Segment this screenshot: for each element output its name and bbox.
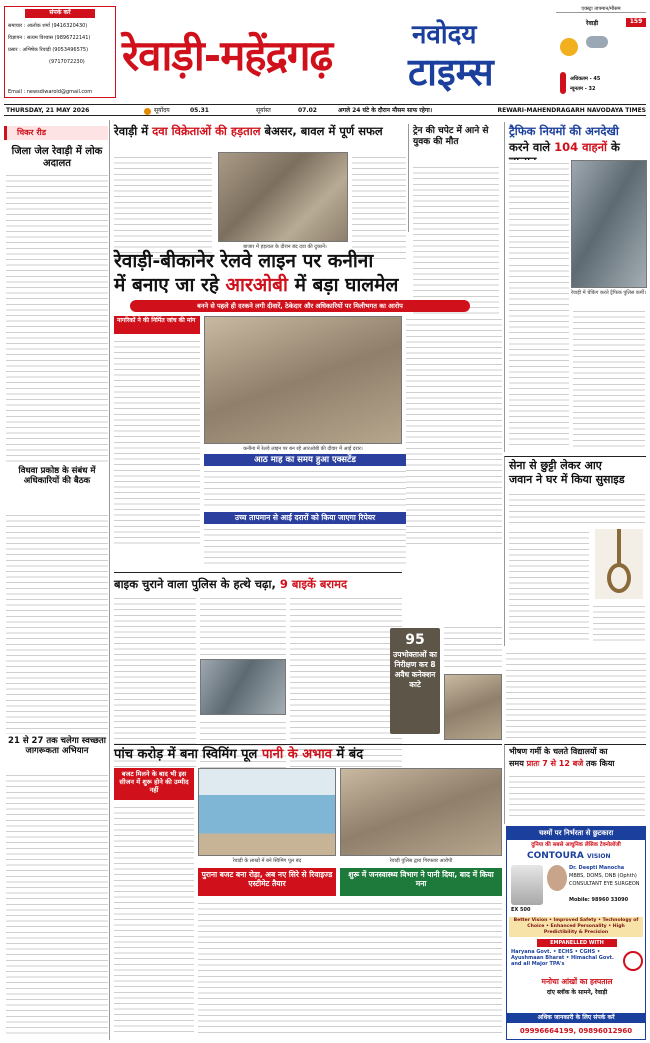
text-block xyxy=(204,526,406,566)
weather-max: अधिकतम - 45 xyxy=(570,76,601,82)
text-block xyxy=(6,512,108,734)
headline-kicker: रेवाड़ी में xyxy=(114,124,149,138)
story-bike xyxy=(114,572,402,772)
brand-name: CONTOURA xyxy=(527,851,584,861)
rob-side-label: नागरिकों ने की निर्मित जांच की मांग xyxy=(114,316,200,334)
text-block xyxy=(509,160,569,260)
sunset-time: 07.02 xyxy=(298,107,317,114)
headline-drug-strike xyxy=(114,124,406,138)
thermometer-icon xyxy=(560,72,566,94)
weather-tagline: अगले 24 घंटे के दौरान मौसम साफ रहेगा। xyxy=(338,107,433,114)
sunrise-label: सूर्योदय xyxy=(154,107,170,114)
headline-train: ट्रेन की चपेट में आने से युवक की मौत xyxy=(413,126,489,147)
headline-rob-1: रेवाड़ी-बीकानेर रेलवे लाइन पर कनीना xyxy=(114,250,374,272)
photo-caption: बाजार में हड़ताल के दौरान बंद दवा की दुकानें। xyxy=(243,244,327,250)
headline-bike xyxy=(114,577,404,591)
doctor-photo xyxy=(547,865,567,891)
text-block xyxy=(509,491,645,527)
contact-line: प्रसार : अभिषेक रिवाड़ी (9053496575) xyxy=(8,47,89,53)
dateline xyxy=(4,104,646,116)
pool-red-box: बजट मिलने के बाद भी इस सीजन में शुरू होने की उम्मीद नहीं xyxy=(114,768,194,800)
headline-jail: जिला जेल रेवाड़ी में लोक अदालत xyxy=(11,146,103,169)
laser-machine-icon xyxy=(511,865,543,905)
text-block xyxy=(114,804,194,1036)
photo-caption: रेवाड़ी में चेकिंग करते ट्रैफिक पुलिस कर्मी। xyxy=(571,290,646,296)
rob-photo xyxy=(204,316,402,444)
logo-times: टाइम्स xyxy=(408,50,494,94)
text-block xyxy=(204,468,406,508)
text-block xyxy=(509,773,645,821)
contact-line: समाचार : आलोक शर्मा (9416320430) xyxy=(8,23,88,29)
headline-part: में बंद xyxy=(336,747,364,762)
headline-part: समय xyxy=(509,759,524,768)
section-label: चिकर रीड xyxy=(4,126,108,140)
edition-date: THURSDAY, 21 MAY 2026 xyxy=(6,107,90,114)
headline-swachhta: 21 से 27 तक चलेगा स्वच्छता जागरूकता अभियान xyxy=(8,736,106,756)
text-block xyxy=(444,624,502,672)
headline-highlight: 104 वाहनों xyxy=(554,140,607,154)
eye-hospital-ad xyxy=(506,826,646,1040)
headline-rest: बेअसर, बावल में पूर्ण सफल xyxy=(264,124,383,138)
story-drug-strike xyxy=(114,124,404,244)
sunrise-icon xyxy=(144,108,151,115)
headline-rob-2 xyxy=(114,274,504,296)
bikes-photo xyxy=(200,659,286,715)
ad-contact-strip: अधिक जानकारी के लिए संपर्क करें xyxy=(507,1013,645,1023)
sunset-label: सूर्यास्त xyxy=(256,107,271,114)
ad-headline: चश्मों पर निर्भरता से छुटकारा xyxy=(507,827,645,840)
edition-name: REWARI-MAHENDRAGARH NAVODAYA TIMES xyxy=(497,107,646,114)
photo-caption: रेवाड़ी के लाखों में बने स्विमिंग पूल बंद xyxy=(232,858,302,864)
masthead xyxy=(4,6,646,102)
text-block xyxy=(509,529,589,643)
left-column xyxy=(4,120,110,1040)
headline-highlight: 9 बाइकें बरामद xyxy=(279,577,348,591)
noose-icon xyxy=(595,529,643,599)
text-block xyxy=(6,772,108,1034)
text-block xyxy=(406,316,502,546)
empanel-title: EMPANELLED WITH xyxy=(537,939,617,947)
hospital-name: मनोचा आंखों का हस्पताल xyxy=(541,977,613,986)
story-traffic xyxy=(504,122,646,452)
story-train xyxy=(408,124,500,232)
story-pool-headline xyxy=(114,744,502,764)
sun-icon xyxy=(560,38,578,56)
text-block xyxy=(352,154,406,262)
text-block xyxy=(509,262,569,448)
weather-city: रेवाड़ी xyxy=(586,20,599,27)
headline-pool xyxy=(114,747,504,763)
text-block xyxy=(200,595,286,655)
contact-box xyxy=(4,6,116,98)
email-line[interactable]: Email : newsdiwarold@gmail.com xyxy=(8,89,93,95)
doctor-mobile[interactable]: Mobile: 98960 33090 xyxy=(569,897,629,903)
headline-part: तक किया xyxy=(586,759,615,768)
rope-line xyxy=(617,529,621,565)
contact-box-title: संपर्क करें xyxy=(25,9,95,18)
ad-brand xyxy=(527,851,637,862)
group-photo xyxy=(444,674,502,740)
headline-extend: आठ माह का समय हुआ एक्सटेंड xyxy=(204,454,406,466)
weather-min: न्यूनतम - 32 xyxy=(570,86,596,92)
old-budget-strip: पुराना बजट बना रोड़ा, अब नए सिरे से रिवाइज्ड एस्टीमेट तैयार xyxy=(198,868,336,896)
text-block xyxy=(114,338,200,546)
headline-red: दवा विक्रेताओं की हड़ताल xyxy=(152,124,261,138)
cloud-icon xyxy=(586,36,608,48)
hospital-address: दांए ब्लॉक के सामने, रेवाड़ी xyxy=(546,989,608,996)
logo-navodaya: नवोदय xyxy=(412,20,477,50)
public-health-strip: शुरू में जनस्वास्थ्य विभाग ने पानी दिया, बाद में किया मना xyxy=(340,868,502,896)
machine-label: EX 500 xyxy=(511,907,531,913)
headline-part: बाइक चुराने वाला पुलिस के हत्थे चढ़ा, xyxy=(114,577,276,591)
doctor-role: CONSULTANT EYE SURGEON xyxy=(569,881,640,887)
pool-photo xyxy=(198,768,336,856)
ad-subheadline: दुनिया की सबसे आधुनिक लेसिक टेक्नोलॉजी xyxy=(531,842,621,848)
headline-part: पांच करोड़ में बना स्विमिंग पूल xyxy=(114,747,258,762)
empanel-list: Haryana Govt. • ECHS • CGHS • Ayushmaan Bharat • Himachal Govt. and all Major TPA's xyxy=(511,949,614,967)
ad-features: Better Vision • Improved Safety • Technology of Choice • Enhanced Personality • High Predictibility & Precision xyxy=(509,917,643,937)
photo-caption: कनीना में रेलवे लाइन पर बन रहे आरओबी की दीवार में आई दरार। xyxy=(243,446,363,452)
text-block xyxy=(593,603,645,643)
brand-suffix: VISION xyxy=(586,853,611,860)
text-block xyxy=(114,154,212,262)
headline-part: में बड़ा घालमेल xyxy=(294,274,399,296)
headline-traffic-1: ट्रैफिक नियमों की अनदेखी xyxy=(509,124,619,138)
accused-photo xyxy=(340,768,502,856)
text-block xyxy=(6,172,108,464)
photo-caption: रेवाड़ी पुलिस द्वारा गिरफ्तार आरोपी xyxy=(389,858,453,864)
headline-highlight: प्रातः 7 से 12 बजे xyxy=(526,759,584,768)
doctor-name: Dr. Deepti Manocha xyxy=(569,865,625,871)
text-block xyxy=(506,650,646,740)
contact-line: विज्ञापन : सत्यम विश्वास (9896722141) xyxy=(8,35,91,41)
weather-box-title: एक्स्ट्रा तापमान/मौसम xyxy=(556,6,646,13)
text-block xyxy=(198,900,502,1036)
consumer-count: 95 xyxy=(405,632,425,648)
story-school-timing xyxy=(504,744,646,824)
consumer-box xyxy=(390,628,440,734)
headline-widow: विधवा प्रकोष्ठ के संबंध में अधिकारियों की बैठक xyxy=(18,466,96,486)
headline-temperature: उच्च तापमान से आई दरारों को किया जाएगा रिपेयर xyxy=(204,512,406,524)
headline-school-1: भीषण गर्मी के चलते विद्यालयों का xyxy=(509,747,608,756)
hospital-logo-icon xyxy=(623,951,643,971)
sunrise-time: 05.31 xyxy=(190,107,209,114)
headline-part: करने वाले xyxy=(509,140,551,154)
doctor-degree: MBBS, DOMS, DNB (Ophth) xyxy=(569,873,637,879)
rope-loop xyxy=(607,563,631,593)
headline-suicide-1: सेना से छुट्टी लेकर आए xyxy=(509,459,602,472)
consumer-text: उपभोक्ताओं का निरीक्षण कर 8 अवैध कनेक्शन काटे xyxy=(393,650,437,689)
headline-school-2 xyxy=(509,759,647,769)
text-block xyxy=(573,308,645,448)
headline-highlight: पानी के अभाव xyxy=(261,747,332,762)
traffic-photo xyxy=(571,160,647,288)
ad-phones[interactable]: 09996664199, 09896012960 xyxy=(519,1027,633,1035)
contact-line: (9717072230) xyxy=(49,59,85,65)
headline-part: में बनाए जा रहे xyxy=(114,274,219,296)
page-number-badge: 159 xyxy=(626,18,646,27)
story-suicide xyxy=(504,456,646,646)
strike-photo xyxy=(218,152,348,242)
rob-subheadline: बनने से पहले ही दरकने लगी दीवारें, ठेकेदार और अधिकारियों पर मिलीभगत का आरोप xyxy=(130,300,470,312)
headline-highlight: आरओबी xyxy=(225,274,288,296)
weather-box xyxy=(556,6,646,98)
headline-part: के xyxy=(610,140,620,154)
logo-main: रेवाड़ी-महेंद्रगढ़ xyxy=(122,31,333,80)
headline-suicide-2: जवान ने घर में किया सुसाइड xyxy=(509,473,625,486)
